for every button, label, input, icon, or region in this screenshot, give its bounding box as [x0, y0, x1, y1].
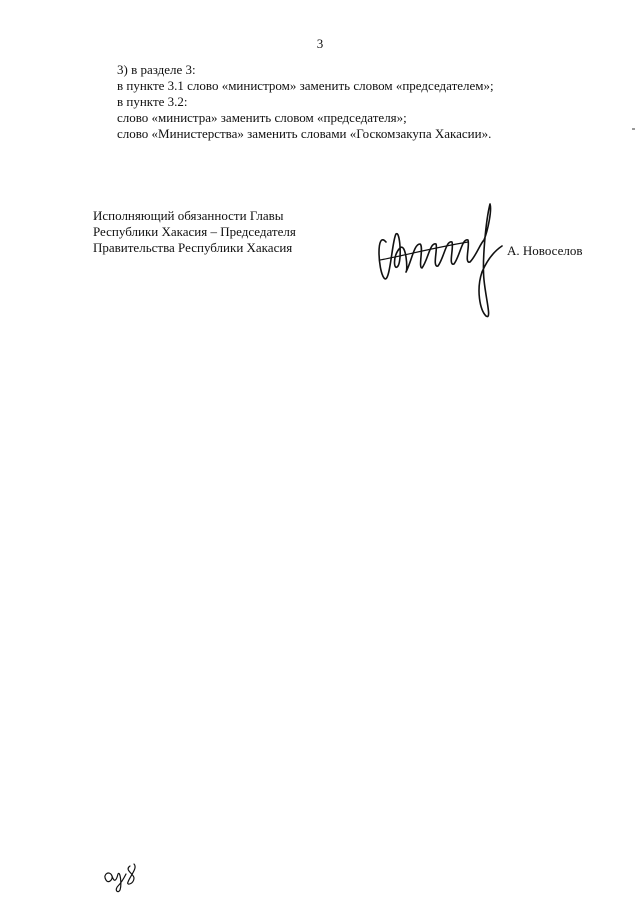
signatory-title-line: Республики Хакасия – Председателя [93, 224, 296, 239]
signatory-title-line: Правительства Республики Хакасия [93, 240, 293, 255]
signatory-title [93, 208, 296, 256]
page-number: 3 [316, 36, 324, 51]
amendment-line: слово «министра» заменить словом «председателя»; [117, 110, 407, 125]
handwritten-signature [372, 200, 512, 325]
signatory-name: А. Новоселов [507, 243, 583, 258]
handwritten-initials [100, 860, 144, 894]
scan-mark [632, 128, 635, 130]
amendment-text [117, 62, 597, 142]
amendment-line: 3) в разделе 3: [117, 62, 196, 77]
amendment-line: слово «Министерства» заменить словами «Госкомзакупа Хакасии». [117, 126, 492, 141]
amendment-line: в пункте 3.2: [117, 94, 188, 109]
amendment-line: в пункте 3.1 слово «министром» заменить словом «председателем»; [117, 78, 494, 93]
signatory-title-line: Исполняющий обязанности Главы [93, 208, 284, 223]
